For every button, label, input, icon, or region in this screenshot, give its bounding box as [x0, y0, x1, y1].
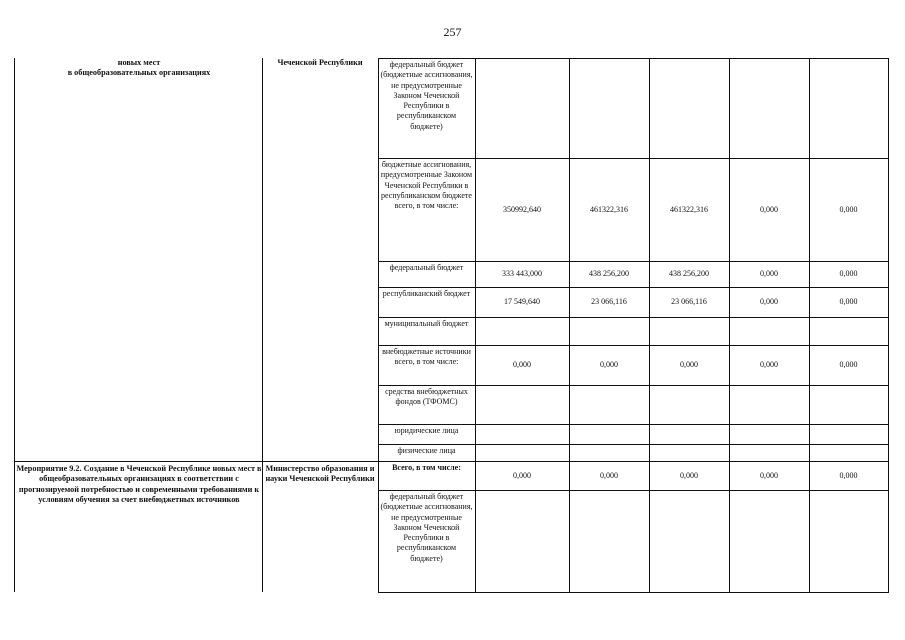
funding-value-cell: 0,000	[600, 471, 618, 480]
measure-top-executor: Чеченской Республики	[277, 58, 363, 67]
measure-top-title-line1: новых мест	[117, 58, 161, 67]
funding-value-cell	[570, 445, 648, 460]
funding-value-cell: 438 256,200	[669, 269, 709, 278]
funding-value-cell: 461322,316	[670, 205, 708, 214]
left-border-line	[14, 58, 15, 592]
funding-value-cell	[730, 318, 808, 344]
funding-value-cell	[476, 386, 568, 423]
funding-value-cell: 0,000	[760, 297, 778, 306]
funding-source-label: внебюджетные источники всего, в том числе:	[382, 347, 471, 367]
funding-value-cell	[650, 491, 728, 591]
funding-source-label: юридические лица	[394, 426, 459, 435]
funding-source-label: бюджетные ассигнования, предусмотренные Законом Чеченской Республики в республиканском бюджете всего, в том числе:	[380, 160, 473, 211]
funding-value-cell: 0,000	[513, 471, 531, 480]
funding-value-cell	[570, 318, 648, 344]
funding-value-cell	[570, 386, 648, 423]
funding-value-cell: 461322,316	[590, 205, 628, 214]
funding-value-cell	[570, 59, 648, 157]
funding-value-cell	[650, 318, 728, 344]
funding-value-cell	[810, 491, 887, 591]
funding-value-cell	[650, 386, 728, 423]
funding-source-label: федеральный бюджет (бюджетные ассигнования, не предусмотренные Законом Чеченской Республики в республиканском бюджете)	[380, 60, 473, 131]
funding-value-cell	[730, 425, 808, 443]
measure-92-executor: Министерство образования и науки Чеченской Республики	[265, 464, 375, 484]
measure-92-title: Мероприятие 9.2. Создание в Чеченской Республике новых мест в общеобразовательных организациях в соответствии с прогнозируемой потребностью и современными требованиями к условиям обучения за счет внебюджетных источников	[16, 464, 262, 505]
funding-value-cell	[730, 445, 808, 460]
funding-value-cell	[810, 318, 887, 344]
funding-source-label: республиканский бюджет	[382, 289, 471, 298]
funding-value-cell: 23 066,116	[591, 297, 627, 306]
funding-value-cell	[476, 59, 568, 157]
funding-value-cell: 438 256,200	[589, 269, 629, 278]
funding-value-cell: 0,000	[513, 360, 531, 369]
funding-value-cell	[730, 491, 808, 591]
measure-divider-line	[14, 461, 378, 462]
executor-divider-line	[262, 58, 263, 592]
table-row-line	[378, 592, 889, 593]
funding-value-cell	[810, 59, 887, 157]
funding-value-cell: 0,000	[760, 471, 778, 480]
funding-value-cell: 0,000	[839, 269, 858, 278]
funding-source-label: федеральный бюджет	[389, 263, 464, 272]
funding-value-cell	[476, 491, 568, 591]
funding-value-cell	[650, 425, 728, 443]
funding-source-label: Всего, в том числе:	[392, 463, 461, 472]
funding-value-cell: 0,000	[600, 360, 618, 369]
funding-value-cell: 0,000	[839, 297, 858, 306]
funding-value-cell	[650, 59, 728, 157]
funding-value-cell: 0,000	[680, 360, 698, 369]
funding-value-cell: 0,000	[760, 360, 778, 369]
funding-value-cell: 0,000	[760, 269, 778, 278]
funding-value-cell	[570, 491, 648, 591]
funding-value-cell	[730, 59, 808, 157]
funding-value-cell	[570, 425, 648, 443]
funding-value-cell	[650, 445, 728, 460]
funding-source-label: муниципальный бюджет	[384, 319, 469, 328]
table-col-line	[378, 58, 379, 592]
measure-top-title-line2: в общеобразовательных организациях	[67, 68, 211, 78]
funding-value-cell: 0,000	[680, 471, 698, 480]
funding-source-label: федеральный бюджет (бюджетные ассигнования, не предусмотренные Законом Чеченской Республики в республиканском бюджете)	[380, 492, 473, 563]
funding-value-cell	[476, 425, 568, 443]
funding-source-label: средства внебюджетных фондов (ТФОМС)	[385, 387, 468, 407]
funding-value-cell	[810, 425, 887, 443]
funding-value-cell: 333 443,000	[502, 269, 542, 278]
funding-source-label: физические лица	[397, 446, 456, 455]
funding-value-cell	[810, 386, 887, 423]
funding-value-cell: 0,000	[839, 471, 858, 480]
funding-value-cell	[730, 386, 808, 423]
funding-value-cell: 350992,640	[503, 205, 541, 214]
funding-value-cell: 17 549,640	[504, 297, 540, 306]
funding-value-cell	[810, 445, 887, 460]
funding-value-cell: 23 066,116	[671, 297, 707, 306]
page-number: 257	[443, 25, 462, 39]
table-col-line	[888, 58, 889, 592]
funding-value-cell: 0,000	[760, 205, 778, 214]
funding-value-cell	[476, 445, 568, 460]
funding-value-cell: 0,000	[839, 360, 858, 369]
funding-value-cell: 0,000	[839, 205, 858, 214]
funding-value-cell	[476, 318, 568, 344]
measure-top-title	[14, 58, 264, 79]
